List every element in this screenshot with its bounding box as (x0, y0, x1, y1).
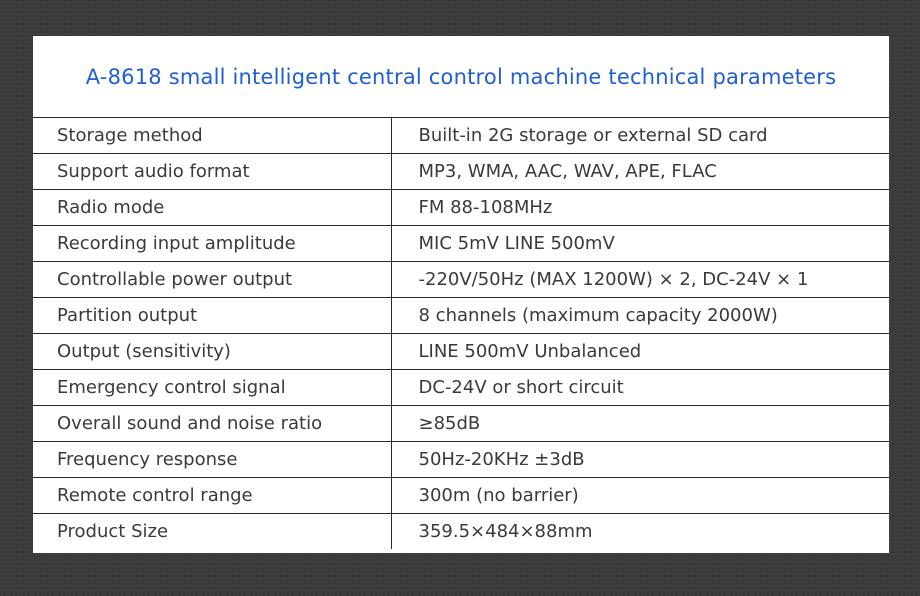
table-row (33, 262, 889, 298)
table-row (33, 334, 889, 370)
row-label: Recording input amplitude (33, 226, 391, 262)
row-label: Partition output (33, 298, 391, 334)
row-label: Radio mode (33, 190, 391, 226)
page-title: A-8618 small intelligent central control machine technical parameters (85, 64, 837, 89)
row-value: ≥85dB (391, 406, 889, 442)
row-label: Storage method (33, 118, 391, 154)
table-row (33, 118, 889, 154)
table-row (33, 226, 889, 262)
row-value: -220V/50Hz (MAX 1200W) × 2, DC-24V × 1 (391, 262, 889, 298)
row-label: Emergency control signal (33, 370, 391, 406)
table-row (33, 442, 889, 478)
row-value: DC-24V or short circuit (391, 370, 889, 406)
row-value: FM 88-108MHz (391, 190, 889, 226)
spec-card (33, 36, 889, 553)
row-value: MIC 5mV LINE 500mV (391, 226, 889, 262)
row-label: Frequency response (33, 442, 391, 478)
row-value: Built-in 2G storage or external SD card (391, 118, 889, 154)
row-value: 50Hz-20KHz ±3dB (391, 442, 889, 478)
row-label: Output (sensitivity) (33, 334, 391, 370)
table-row (33, 406, 889, 442)
row-value: 8 channels (maximum capacity 2000W) (391, 298, 889, 334)
table-row (33, 514, 889, 550)
row-label: Support audio format (33, 154, 391, 190)
row-value: LINE 500mV Unbalanced (391, 334, 889, 370)
table-row (33, 154, 889, 190)
row-label: Overall sound and noise ratio (33, 406, 391, 442)
table-row (33, 298, 889, 334)
row-value: MP3, WMA, AAC, WAV, APE, FLAC (391, 154, 889, 190)
table-row (33, 190, 889, 226)
row-value: 359.5×484×88mm (391, 514, 889, 550)
row-label: Product Size (33, 514, 391, 550)
table-row (33, 370, 889, 406)
table-row (33, 478, 889, 514)
row-label: Controllable power output (33, 262, 391, 298)
row-value: 300m (no barrier) (391, 478, 889, 514)
row-label: Remote control range (33, 478, 391, 514)
spec-table (33, 117, 889, 549)
